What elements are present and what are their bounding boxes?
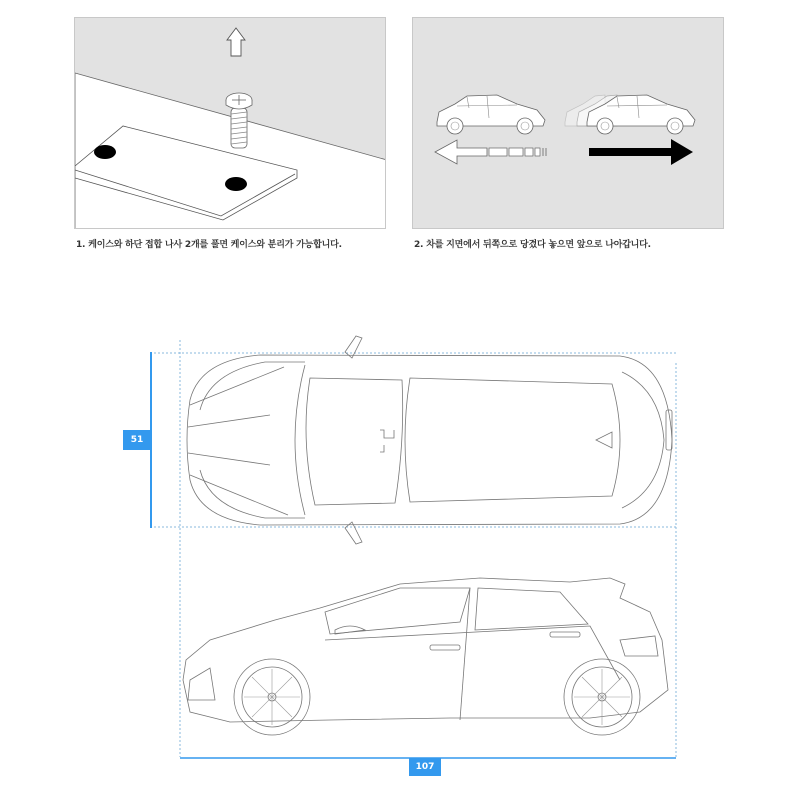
car-side-view (183, 578, 668, 735)
car-top-view (187, 336, 672, 544)
step-1-caption: 1. 케이스와 하단 접합 나사 2개를 풀면 케이스와 분리가 가능합니다. (76, 240, 342, 250)
step-2-caption: 2. 차를 지면에서 뒤쪽으로 당겼다 놓으면 앞으로 나아갑니다. (414, 240, 651, 250)
width-dimension-label: 51 (123, 430, 151, 450)
length-dimension-label: 107 (409, 758, 441, 776)
